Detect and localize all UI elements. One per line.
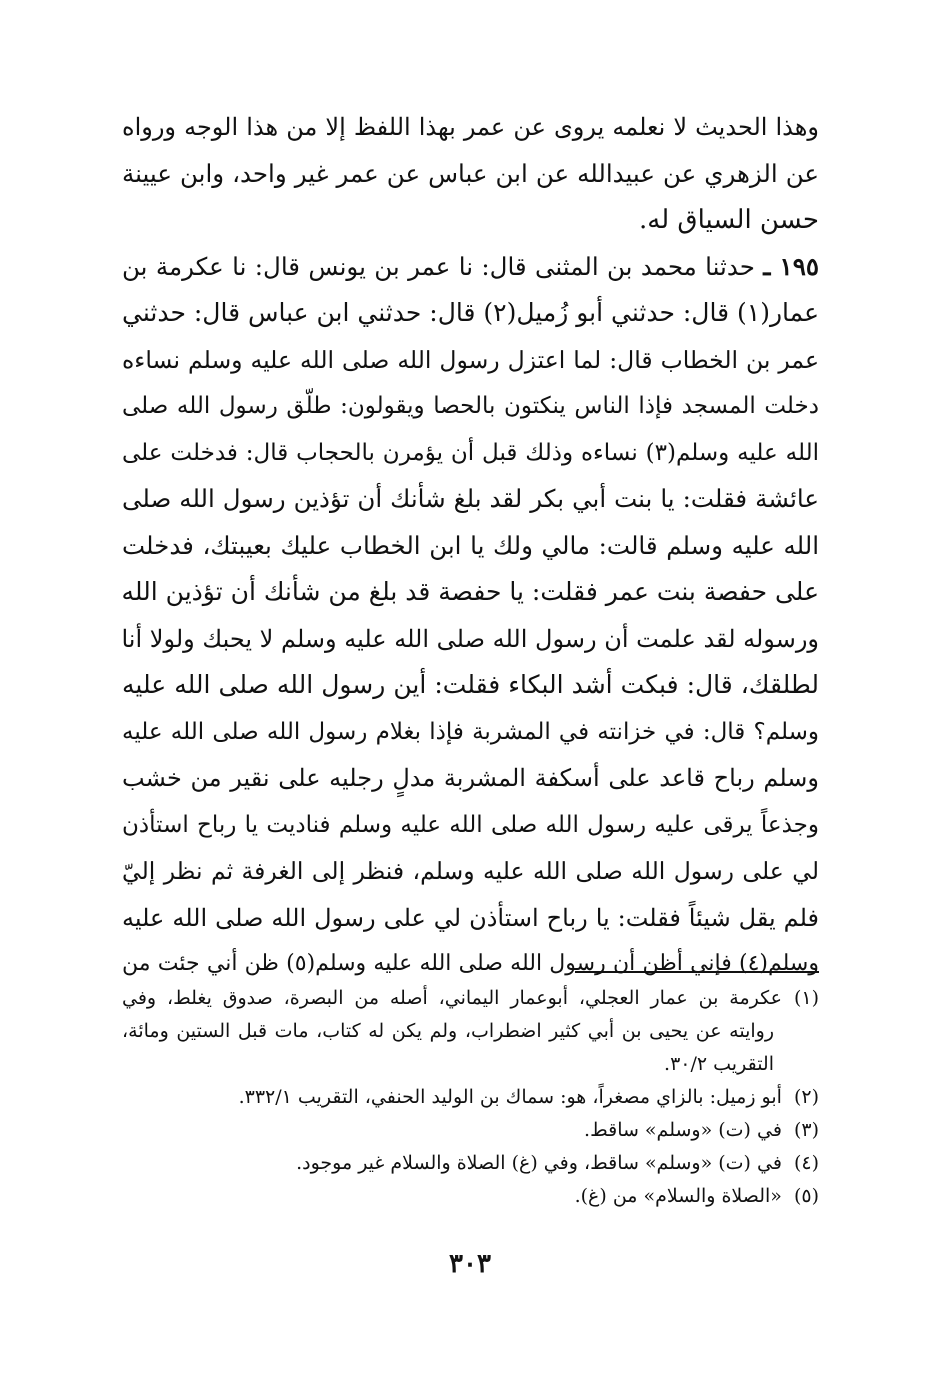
footnote-separator bbox=[575, 971, 819, 973]
text-line: لطلقك، قال: فبكت أشد البكاء فقلت: أين رسول الله صلى الله عليه bbox=[122, 670, 819, 699]
text-line: حدثنا محمد بن المثنى قال: نا عمر بن يونس قال: نا عكرمة بن bbox=[122, 251, 755, 281]
footnote-1-cont: روايته عن يحيى بن أبي كثير اضطراب، ولم يكن له كتاب، مات قبل الستين ومائة، bbox=[122, 1020, 774, 1042]
footnote-number: (٢) bbox=[793, 1086, 819, 1108]
footnote-number: (٤) bbox=[793, 1152, 819, 1174]
hadith-first-line bbox=[122, 244, 819, 291]
main-text bbox=[122, 104, 819, 988]
footnote-text: «الصلاة والسلام» من (غ). bbox=[574, 1185, 782, 1207]
text-line: وسلم رباح قاعد على أسكفة المشربة مدلٍ رجليه على نقير من خشب bbox=[122, 764, 819, 792]
text-line: الله عليه وسلم قالت: مالي ولك يا ابن الخطاب عليك بعيبتك، فدخلت bbox=[122, 530, 819, 560]
footnote-text: عكرمة بن عمار العجلي، أبوعمار اليماني، أصله من البصرة، صدوق يغلط، وفي bbox=[122, 987, 782, 1009]
footnote-number: (٥) bbox=[793, 1185, 819, 1207]
footnote-text: في (ت) «وسلم» ساقط، وفي (غ) الصلاة والسلام غير موجود. bbox=[296, 1152, 782, 1174]
text-line: وهذا الحديث لا نعلمه يروى عن عمر بهذا اللفظ إلا من هذا الوجه ورواه bbox=[122, 113, 819, 141]
text-line: وسلم(٤) فإني أظن أن رسول الله صلى الله عليه وسلم(٥) ظن أني جئت من bbox=[122, 951, 819, 976]
text-line: عائشة فقلت: يا بنت أبي بكر لقد بلغ شأنك أن تؤذين رسول الله صلى bbox=[122, 484, 819, 513]
text-line: وسلم؟ قال: في خزانته في المشربة فإذا بغلام رسول الله صلى الله عليه bbox=[122, 718, 819, 745]
text-line: عن الزهري عن عبيدالله عن ابن عباس عن عمر غير واحد، وابن عيينة bbox=[122, 158, 819, 188]
text-line: ورسوله لقد علمت أن رسول الله صلى الله عليه وسلم لا يحبك ولولا أنا bbox=[121, 624, 819, 653]
page-number: ٣٠٣ bbox=[449, 1249, 491, 1279]
footnote-5 bbox=[122, 1180, 819, 1213]
footnote-2 bbox=[122, 1081, 819, 1114]
text-line: لي على رسول الله صلى الله عليه وسلم، فنظر إلى الغرفة ثم نظر إليّ bbox=[122, 857, 819, 885]
text-line: الله عليه وسلم(٣) نساءه وذلك قبل أن يؤمرن بالحجاب قال: فدخلت على bbox=[122, 439, 819, 466]
footnotes bbox=[122, 982, 819, 1213]
text-line: دخلت المسجد فإذا الناس ينكتون بالحصا ويقولون: طلّق رسول الله صلى bbox=[122, 393, 819, 419]
footnote-number: (٣) bbox=[793, 1119, 819, 1141]
footnote-1-cont: التقريب ٣٠/٢. bbox=[664, 1053, 774, 1075]
text-line: على حفصة بنت عمر فقلت: يا حفصة قد بلغ من شأنك أن تؤذين الله bbox=[121, 577, 819, 606]
footnote-number: (١) bbox=[793, 987, 819, 1009]
footnote-1 bbox=[122, 982, 819, 1015]
footnote-text: في (ت) «وسلم» ساقط. bbox=[584, 1119, 782, 1141]
footnote-text: أبو زميل: بالزاي مصغراً، هو: سماك بن الوليد الحنفي، التقريب ٣٣٢/١. bbox=[238, 1086, 782, 1108]
text-line: فلم يقل شيئاً فقلت: يا رباح استأذن لي على رسول الله صلى الله عليه bbox=[122, 903, 819, 932]
footnote-4 bbox=[122, 1147, 819, 1180]
text-line: حسن السياق له. bbox=[639, 205, 819, 235]
footnote-3 bbox=[122, 1114, 819, 1147]
text-line: عمر بن الخطاب قال: لما اعتزل رسول الله صلى الله عليه وسلم نساءه bbox=[122, 345, 819, 374]
text-line: وجذعاً يرقى عليه رسول الله صلى الله عليه وسلم فناديت يا رباح استأذن bbox=[122, 811, 819, 838]
text-line: عمار(١) قال: حدثني أبو زُميل(٢) قال: حدثني ابن عباس قال: حدثني bbox=[122, 298, 820, 327]
hadith-number: ١٩٥ ـ bbox=[763, 251, 820, 281]
